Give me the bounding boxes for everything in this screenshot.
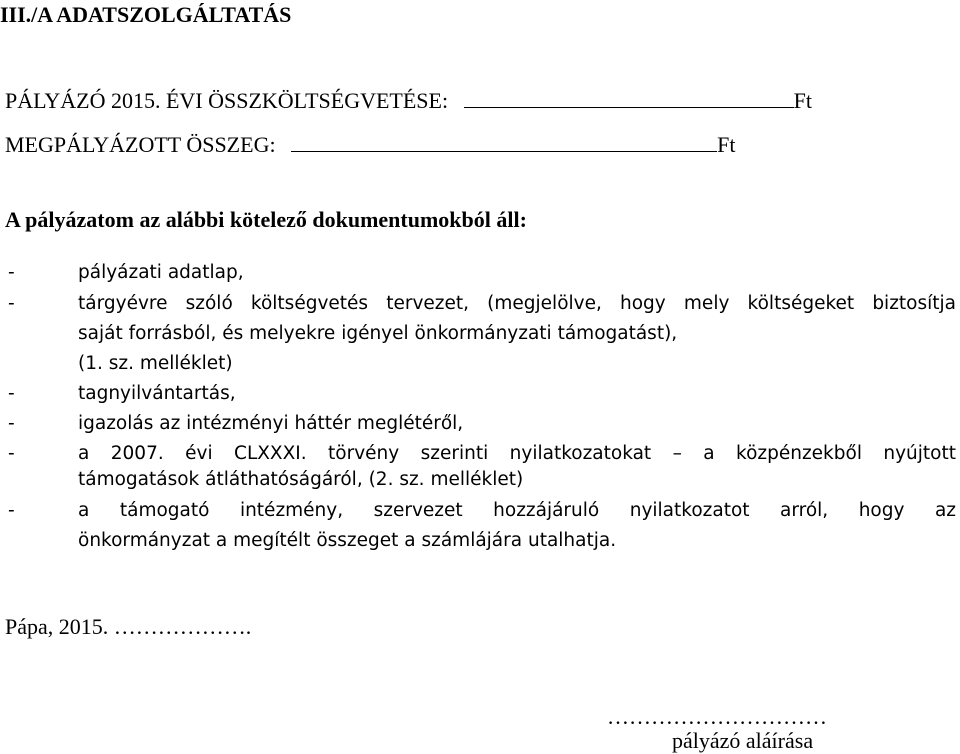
list-item-budget-plan-line2: saját forrásból, és melyekre igényel önkormányzati támogatást), [78, 323, 678, 344]
list-item-declarations-line1: a 2007. évi CLXXXI. törvény szerinti nyilatkozatokat – a közpénzekből nyújtott [78, 443, 956, 464]
list-dash: - [8, 383, 15, 404]
section-title: III./A ADATSZOLGÁLTATÁS [0, 2, 292, 27]
signature-label: pályázó aláírása [672, 728, 814, 753]
list-dash: - [8, 413, 15, 434]
budget-label: PÁLYÁZÓ 2015. ÉVI ÖSSZKÖLTSÉGVETÉSE: [5, 88, 449, 113]
list-dash: - [8, 262, 15, 283]
list-item-budget-plan-line3: (1. sz. melléklet) [78, 353, 233, 374]
budget-line [5, 88, 812, 114]
list-dash: - [8, 443, 15, 464]
list-item-membership: tagnyilvántartás, [78, 383, 236, 404]
list-item-consent-line2: önkormányzat a megítélt összeget a számlájára utalhatja. [78, 530, 617, 551]
list-dash: - [8, 500, 15, 521]
requested-label: MEGPÁLYÁZOTT ÖSSZEG: [5, 132, 276, 157]
signature-line: ………………………… [607, 704, 827, 729]
place-date: Pápa, 2015. ………………. [5, 614, 252, 639]
list-item-budget-plan-line1: tárgyévre szóló költségvetés tervezet, (megjelölve, hogy mely költségeket biztosítja [78, 293, 956, 314]
documents-heading: A pályázatom az alábbi kötelező dokumentumokból áll: [5, 207, 527, 232]
requested-amount-blank [291, 132, 717, 152]
requested-currency: Ft [717, 132, 736, 157]
budget-currency: Ft [793, 88, 812, 113]
requested-line [5, 132, 735, 158]
list-item-institution-proof: igazolás az intézményi háttér meglétéről, [78, 413, 464, 434]
budget-amount-blank [464, 88, 794, 108]
list-item-datasheet: pályázati adatlap, [78, 262, 244, 283]
list-item-consent-line1: a támogató intézmény, szervezet hozzájáruló nyilatkozatot arról, hogy az [78, 500, 956, 521]
list-dash: - [8, 293, 15, 314]
list-item-declarations-line2: támogatások átláthatóságáról, (2. sz. melléklet) [78, 469, 524, 490]
